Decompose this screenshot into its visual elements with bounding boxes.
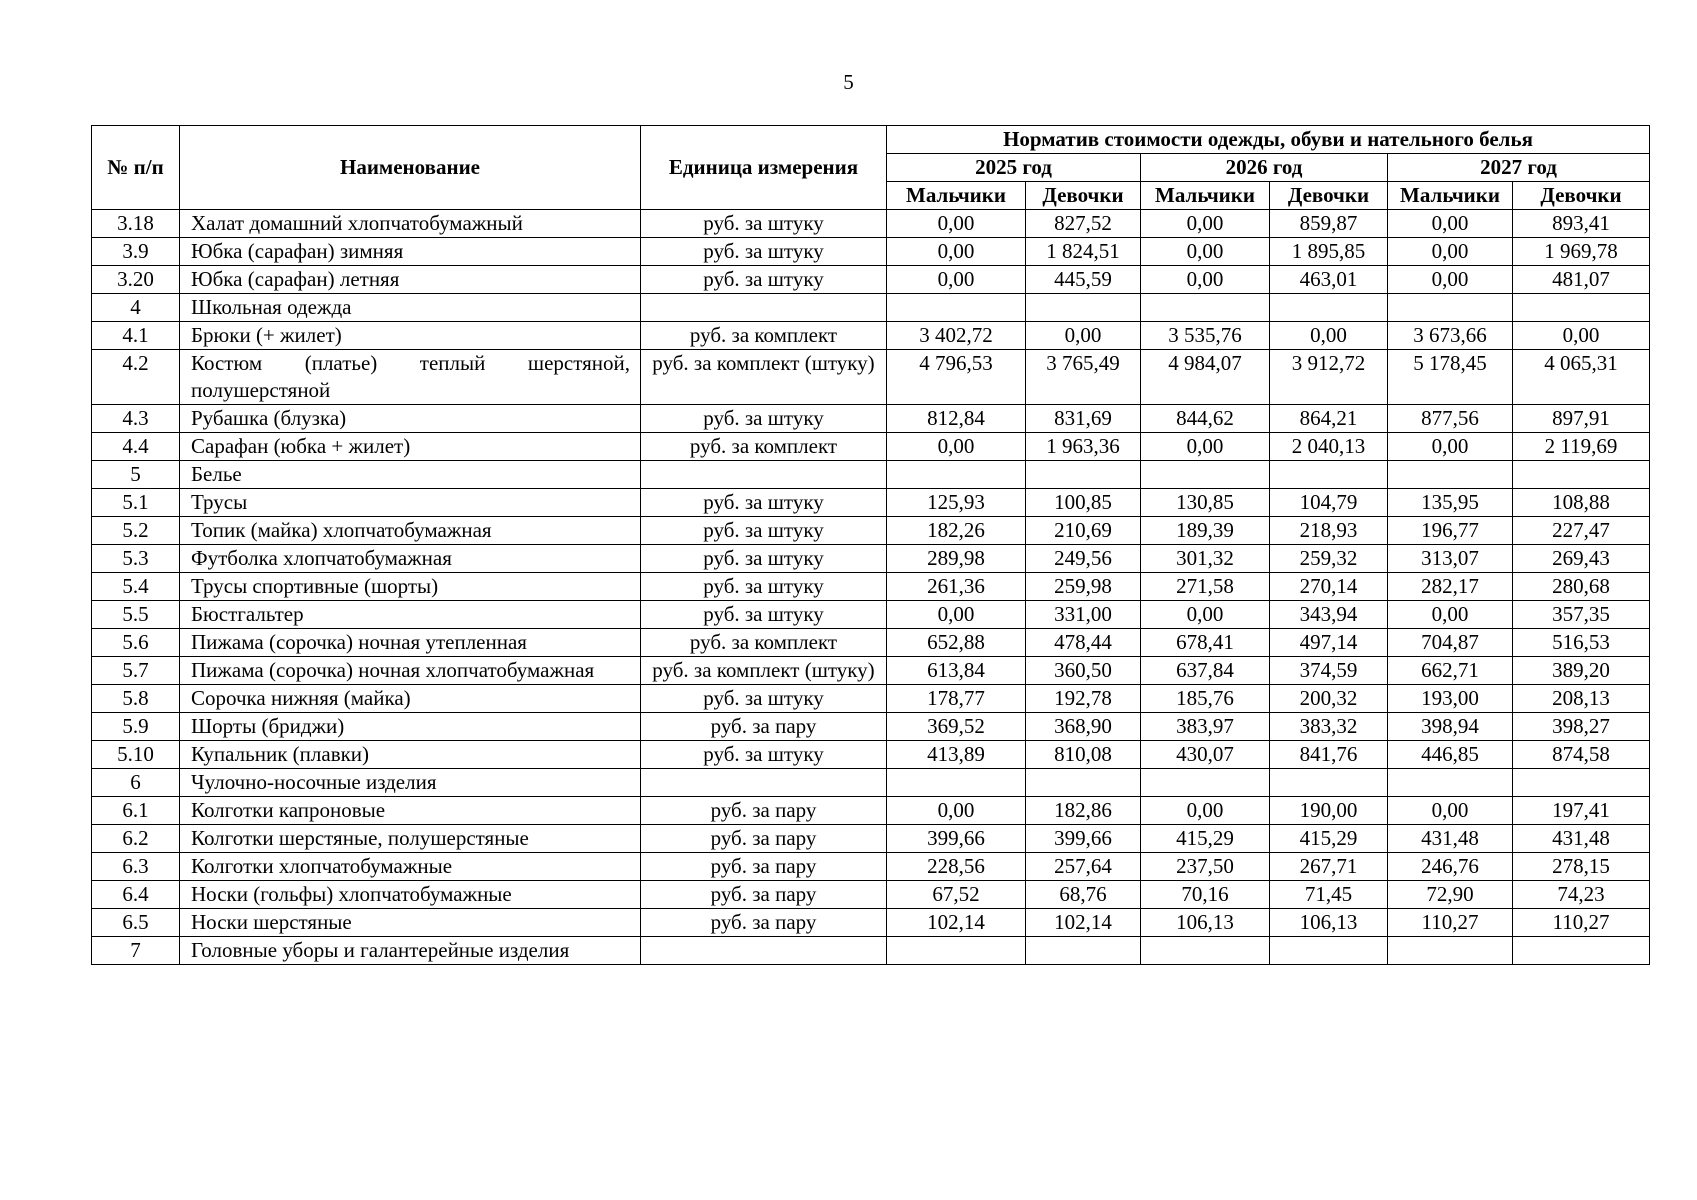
row-number: 3.18 xyxy=(92,210,180,238)
value-2027-girls: 280,68 xyxy=(1513,573,1650,601)
value-2026-girls: 497,14 xyxy=(1270,629,1388,657)
value-2025-boys: 228,56 xyxy=(887,853,1026,881)
table-row xyxy=(92,881,1650,909)
table-row xyxy=(92,769,1650,797)
value-2025-boys: 4 796,53 xyxy=(887,350,1026,405)
value-2025-boys: 3 402,72 xyxy=(887,322,1026,350)
value-2025-girls: 210,69 xyxy=(1026,517,1141,545)
value-2026-girls: 104,79 xyxy=(1270,489,1388,517)
value-2025-boys: 812,84 xyxy=(887,405,1026,433)
header-group: Норматив стоимости одежды, обуви и нательного белья xyxy=(887,126,1650,154)
header-year-2027: 2027 год xyxy=(1388,154,1650,182)
value-2027-boys: 431,48 xyxy=(1388,825,1513,853)
value-2025-girls: 192,78 xyxy=(1026,685,1141,713)
value-2025-boys: 0,00 xyxy=(887,601,1026,629)
row-number: 5.6 xyxy=(92,629,180,657)
value-2026-girls: 218,93 xyxy=(1270,517,1388,545)
item-name: Трусы спортивные (шорты) xyxy=(180,573,641,601)
value-2026-boys: 0,00 xyxy=(1141,797,1270,825)
row-number: 4.2 xyxy=(92,350,180,405)
value-2025-girls: 827,52 xyxy=(1026,210,1141,238)
value-2027-boys: 135,95 xyxy=(1388,489,1513,517)
row-number: 5.7 xyxy=(92,657,180,685)
value-2025-girls xyxy=(1026,937,1141,965)
row-number: 6.5 xyxy=(92,909,180,937)
item-name: Школьная одежда xyxy=(180,294,641,322)
value-2025-boys: 613,84 xyxy=(887,657,1026,685)
value-2025-boys: 369,52 xyxy=(887,713,1026,741)
unit-of-measure: руб. за пару xyxy=(641,881,887,909)
row-number: 5.5 xyxy=(92,601,180,629)
value-2027-boys: 5 178,45 xyxy=(1388,350,1513,405)
value-2027-girls: 389,20 xyxy=(1513,657,1650,685)
value-2025-boys: 261,36 xyxy=(887,573,1026,601)
table-row xyxy=(92,489,1650,517)
value-2026-boys: 185,76 xyxy=(1141,685,1270,713)
value-2026-boys: 637,84 xyxy=(1141,657,1270,685)
table-row xyxy=(92,210,1650,238)
value-2026-boys: 0,00 xyxy=(1141,210,1270,238)
value-2027-girls: 197,41 xyxy=(1513,797,1650,825)
value-2027-boys: 662,71 xyxy=(1388,657,1513,685)
item-name: Рубашка (блузка) xyxy=(180,405,641,433)
value-2027-girls xyxy=(1513,769,1650,797)
value-2027-girls: 227,47 xyxy=(1513,517,1650,545)
value-2027-boys: 398,94 xyxy=(1388,713,1513,741)
value-2026-girls: 190,00 xyxy=(1270,797,1388,825)
row-number: 4.4 xyxy=(92,433,180,461)
value-2027-boys: 72,90 xyxy=(1388,881,1513,909)
table-row xyxy=(92,545,1650,573)
item-name: Купальник (плавки) xyxy=(180,741,641,769)
unit-of-measure: руб. за пару xyxy=(641,797,887,825)
item-name: Трусы xyxy=(180,489,641,517)
value-2026-girls: 106,13 xyxy=(1270,909,1388,937)
value-2026-girls: 859,87 xyxy=(1270,210,1388,238)
item-name: Сорочка нижняя (майка) xyxy=(180,685,641,713)
table-row xyxy=(92,266,1650,294)
item-name: Носки шерстяные xyxy=(180,909,641,937)
item-name: Белье xyxy=(180,461,641,489)
value-2025-boys xyxy=(887,769,1026,797)
row-number: 5.10 xyxy=(92,741,180,769)
unit-of-measure: руб. за штуку xyxy=(641,545,887,573)
value-2027-girls xyxy=(1513,461,1650,489)
item-name: Юбка (сарафан) летняя xyxy=(180,266,641,294)
value-2027-boys xyxy=(1388,461,1513,489)
table-row xyxy=(92,517,1650,545)
value-2026-boys xyxy=(1141,294,1270,322)
row-number: 5.8 xyxy=(92,685,180,713)
value-2025-girls: 331,00 xyxy=(1026,601,1141,629)
value-2025-girls: 68,76 xyxy=(1026,881,1141,909)
value-2027-girls: 278,15 xyxy=(1513,853,1650,881)
value-2025-boys: 0,00 xyxy=(887,433,1026,461)
table-row xyxy=(92,405,1650,433)
value-2027-girls: 2 119,69 xyxy=(1513,433,1650,461)
value-2027-girls: 108,88 xyxy=(1513,489,1650,517)
value-2026-girls: 864,21 xyxy=(1270,405,1388,433)
value-2025-boys: 0,00 xyxy=(887,797,1026,825)
value-2026-boys: 130,85 xyxy=(1141,489,1270,517)
unit-of-measure: руб. за комплект (штуку) xyxy=(641,657,887,685)
value-2027-girls: 431,48 xyxy=(1513,825,1650,853)
value-2025-boys xyxy=(887,461,1026,489)
value-2027-girls xyxy=(1513,294,1650,322)
value-2026-boys: 3 535,76 xyxy=(1141,322,1270,350)
value-2027-boys: 282,17 xyxy=(1388,573,1513,601)
value-2027-boys: 0,00 xyxy=(1388,238,1513,266)
value-2027-boys: 446,85 xyxy=(1388,741,1513,769)
unit-of-measure: руб. за комплект xyxy=(641,433,887,461)
row-number: 5.3 xyxy=(92,545,180,573)
item-name: Носки (гольфы) хлопчатобумажные xyxy=(180,881,641,909)
row-number: 3.9 xyxy=(92,238,180,266)
value-2026-girls: 200,32 xyxy=(1270,685,1388,713)
value-2026-boys: 0,00 xyxy=(1141,238,1270,266)
value-2025-boys: 0,00 xyxy=(887,210,1026,238)
unit-of-measure: руб. за штуку xyxy=(641,517,887,545)
unit-of-measure: руб. за штуку xyxy=(641,238,887,266)
table-body xyxy=(92,210,1650,965)
value-2025-girls: 102,14 xyxy=(1026,909,1141,937)
value-2027-boys: 0,00 xyxy=(1388,266,1513,294)
value-2027-boys: 196,77 xyxy=(1388,517,1513,545)
value-2026-boys: 70,16 xyxy=(1141,881,1270,909)
unit-of-measure: руб. за штуку xyxy=(641,405,887,433)
table-row xyxy=(92,937,1650,965)
value-2026-boys: 106,13 xyxy=(1141,909,1270,937)
value-2027-boys xyxy=(1388,294,1513,322)
value-2027-girls: 4 065,31 xyxy=(1513,350,1650,405)
value-2026-boys: 301,32 xyxy=(1141,545,1270,573)
value-2025-girls: 182,86 xyxy=(1026,797,1141,825)
value-2026-girls xyxy=(1270,769,1388,797)
value-2025-girls xyxy=(1026,461,1141,489)
table-row xyxy=(92,573,1650,601)
row-number: 4.1 xyxy=(92,322,180,350)
value-2027-boys: 3 673,66 xyxy=(1388,322,1513,350)
unit-of-measure: руб. за штуку xyxy=(641,489,887,517)
value-2026-boys: 0,00 xyxy=(1141,433,1270,461)
header-year-2026: 2026 год xyxy=(1141,154,1388,182)
value-2027-boys: 0,00 xyxy=(1388,210,1513,238)
value-2026-girls: 383,32 xyxy=(1270,713,1388,741)
unit-of-measure: руб. за штуку xyxy=(641,741,887,769)
value-2026-girls: 841,76 xyxy=(1270,741,1388,769)
table-row xyxy=(92,294,1650,322)
value-2026-boys: 271,58 xyxy=(1141,573,1270,601)
value-2026-girls: 463,01 xyxy=(1270,266,1388,294)
value-2025-boys: 413,89 xyxy=(887,741,1026,769)
row-number: 5 xyxy=(92,461,180,489)
table-row xyxy=(92,741,1650,769)
unit-of-measure: руб. за штуку xyxy=(641,685,887,713)
value-2025-boys: 125,93 xyxy=(887,489,1026,517)
value-2026-girls xyxy=(1270,461,1388,489)
value-2026-girls xyxy=(1270,294,1388,322)
value-2025-boys: 102,14 xyxy=(887,909,1026,937)
value-2026-boys xyxy=(1141,769,1270,797)
value-2025-boys: 0,00 xyxy=(887,238,1026,266)
value-2027-boys: 704,87 xyxy=(1388,629,1513,657)
item-name: Топик (майка) хлопчатобумажная xyxy=(180,517,641,545)
header-name: Наименование xyxy=(180,126,641,210)
table-row xyxy=(92,238,1650,266)
value-2025-boys: 289,98 xyxy=(887,545,1026,573)
header-girls: Девочки xyxy=(1270,182,1388,210)
value-2025-girls: 249,56 xyxy=(1026,545,1141,573)
value-2026-girls: 71,45 xyxy=(1270,881,1388,909)
value-2025-girls: 445,59 xyxy=(1026,266,1141,294)
table-row xyxy=(92,685,1650,713)
value-2025-boys: 652,88 xyxy=(887,629,1026,657)
header-year-2025: 2025 год xyxy=(887,154,1141,182)
row-number: 6.1 xyxy=(92,797,180,825)
item-name: Чулочно-носочные изделия xyxy=(180,769,641,797)
item-name: Юбка (сарафан) зимняя xyxy=(180,238,641,266)
value-2025-girls xyxy=(1026,769,1141,797)
value-2027-girls: 110,27 xyxy=(1513,909,1650,937)
item-name: Шорты (бриджи) xyxy=(180,713,641,741)
value-2026-boys: 415,29 xyxy=(1141,825,1270,853)
row-number: 5.4 xyxy=(92,573,180,601)
row-number: 6.3 xyxy=(92,853,180,881)
row-number: 6.4 xyxy=(92,881,180,909)
value-2026-boys: 844,62 xyxy=(1141,405,1270,433)
table-row xyxy=(92,350,1650,405)
value-2026-girls: 343,94 xyxy=(1270,601,1388,629)
value-2027-boys: 193,00 xyxy=(1388,685,1513,713)
value-2027-boys: 0,00 xyxy=(1388,601,1513,629)
value-2025-girls: 259,98 xyxy=(1026,573,1141,601)
value-2026-boys: 0,00 xyxy=(1141,601,1270,629)
value-2025-girls: 810,08 xyxy=(1026,741,1141,769)
value-2026-boys xyxy=(1141,461,1270,489)
value-2025-girls: 1 824,51 xyxy=(1026,238,1141,266)
header-boys: Мальчики xyxy=(1388,182,1513,210)
value-2027-girls: 874,58 xyxy=(1513,741,1650,769)
table-row xyxy=(92,797,1650,825)
value-2027-girls xyxy=(1513,937,1650,965)
value-2026-boys: 237,50 xyxy=(1141,853,1270,881)
item-name: Пижама (сорочка) ночная утепленная xyxy=(180,629,641,657)
value-2026-boys: 189,39 xyxy=(1141,517,1270,545)
value-2025-girls: 399,66 xyxy=(1026,825,1141,853)
unit-of-measure: руб. за комплект (штуку) xyxy=(641,350,887,405)
value-2026-girls: 415,29 xyxy=(1270,825,1388,853)
unit-of-measure: руб. за комплект xyxy=(641,322,887,350)
value-2026-girls: 2 040,13 xyxy=(1270,433,1388,461)
value-2026-boys: 678,41 xyxy=(1141,629,1270,657)
value-2027-girls: 208,13 xyxy=(1513,685,1650,713)
row-number: 4.3 xyxy=(92,405,180,433)
value-2027-girls: 897,91 xyxy=(1513,405,1650,433)
value-2027-boys xyxy=(1388,937,1513,965)
unit-of-measure: руб. за пару xyxy=(641,909,887,937)
table-row xyxy=(92,713,1650,741)
value-2027-boys: 0,00 xyxy=(1388,797,1513,825)
value-2027-boys: 110,27 xyxy=(1388,909,1513,937)
header-unit: Единица измерения xyxy=(641,126,887,210)
table-row xyxy=(92,657,1650,685)
value-2025-girls: 360,50 xyxy=(1026,657,1141,685)
item-name: Колготки шерстяные, полушерстяные xyxy=(180,825,641,853)
unit-of-measure: руб. за пару xyxy=(641,825,887,853)
item-name: Бюстгальтер xyxy=(180,601,641,629)
item-name: Футболка хлопчатобумажная xyxy=(180,545,641,573)
value-2025-boys xyxy=(887,937,1026,965)
value-2026-boys: 4 984,07 xyxy=(1141,350,1270,405)
value-2027-girls: 398,27 xyxy=(1513,713,1650,741)
value-2026-girls: 267,71 xyxy=(1270,853,1388,881)
value-2027-girls: 74,23 xyxy=(1513,881,1650,909)
unit-of-measure xyxy=(641,461,887,489)
value-2025-girls: 831,69 xyxy=(1026,405,1141,433)
item-name: Костюм (платье) теплый шерстяной, полушерстяной xyxy=(180,350,641,405)
value-2025-boys: 67,52 xyxy=(887,881,1026,909)
unit-of-measure: руб. за штуку xyxy=(641,210,887,238)
value-2026-girls: 0,00 xyxy=(1270,322,1388,350)
row-number: 4 xyxy=(92,294,180,322)
unit-of-measure xyxy=(641,769,887,797)
value-2025-girls: 3 765,49 xyxy=(1026,350,1141,405)
value-2025-girls: 257,64 xyxy=(1026,853,1141,881)
unit-of-measure: руб. за штуку xyxy=(641,601,887,629)
item-name: Пижама (сорочка) ночная хлопчатобумажная xyxy=(180,657,641,685)
value-2027-boys: 877,56 xyxy=(1388,405,1513,433)
unit-of-measure: руб. за пару xyxy=(641,713,887,741)
page-number: 5 xyxy=(843,70,854,94)
row-number: 5.9 xyxy=(92,713,180,741)
item-name: Колготки хлопчатобумажные xyxy=(180,853,641,881)
value-2025-girls: 0,00 xyxy=(1026,322,1141,350)
table-row xyxy=(92,909,1650,937)
value-2027-girls: 1 969,78 xyxy=(1513,238,1650,266)
value-2025-girls: 478,44 xyxy=(1026,629,1141,657)
value-2026-girls: 1 895,85 xyxy=(1270,238,1388,266)
unit-of-measure xyxy=(641,294,887,322)
table-row xyxy=(92,629,1650,657)
row-number: 6.2 xyxy=(92,825,180,853)
value-2025-girls xyxy=(1026,294,1141,322)
item-name: Колготки капроновые xyxy=(180,797,641,825)
table-row xyxy=(92,461,1650,489)
item-name: Головные уборы и галантерейные изделия xyxy=(180,937,641,965)
table-row xyxy=(92,322,1650,350)
item-name: Халат домашний хлопчатобумажный xyxy=(180,210,641,238)
item-name: Сарафан (юбка + жилет) xyxy=(180,433,641,461)
value-2026-boys: 0,00 xyxy=(1141,266,1270,294)
header-boys: Мальчики xyxy=(1141,182,1270,210)
value-2026-girls: 374,59 xyxy=(1270,657,1388,685)
value-2027-girls: 357,35 xyxy=(1513,601,1650,629)
value-2026-boys: 430,07 xyxy=(1141,741,1270,769)
value-2026-boys: 383,97 xyxy=(1141,713,1270,741)
table-row xyxy=(92,825,1650,853)
value-2026-girls: 270,14 xyxy=(1270,573,1388,601)
header-girls: Девочки xyxy=(1513,182,1650,210)
value-2027-girls: 0,00 xyxy=(1513,322,1650,350)
table-row xyxy=(92,601,1650,629)
unit-of-measure xyxy=(641,937,887,965)
value-2025-boys: 399,66 xyxy=(887,825,1026,853)
row-number: 6 xyxy=(92,769,180,797)
value-2027-boys: 0,00 xyxy=(1388,433,1513,461)
value-2027-girls: 269,43 xyxy=(1513,545,1650,573)
value-2026-girls xyxy=(1270,937,1388,965)
value-2027-girls: 481,07 xyxy=(1513,266,1650,294)
value-2025-boys: 0,00 xyxy=(887,266,1026,294)
row-number: 7 xyxy=(92,937,180,965)
value-2027-boys xyxy=(1388,769,1513,797)
header-girls: Девочки xyxy=(1026,182,1141,210)
unit-of-measure: руб. за комплект xyxy=(641,629,887,657)
item-name: Брюки (+ жилет) xyxy=(180,322,641,350)
cost-norms-table xyxy=(91,125,1650,965)
value-2025-girls: 100,85 xyxy=(1026,489,1141,517)
value-2026-girls: 259,32 xyxy=(1270,545,1388,573)
value-2025-boys: 178,77 xyxy=(887,685,1026,713)
unit-of-measure: руб. за штуку xyxy=(641,266,887,294)
row-number: 5.1 xyxy=(92,489,180,517)
unit-of-measure: руб. за пару xyxy=(641,853,887,881)
header-boys: Мальчики xyxy=(887,182,1026,210)
unit-of-measure: руб. за штуку xyxy=(641,573,887,601)
table-row xyxy=(92,853,1650,881)
value-2027-boys: 246,76 xyxy=(1388,853,1513,881)
value-2027-boys: 313,07 xyxy=(1388,545,1513,573)
value-2025-boys xyxy=(887,294,1026,322)
value-2027-girls: 516,53 xyxy=(1513,629,1650,657)
value-2026-girls: 3 912,72 xyxy=(1270,350,1388,405)
table-row xyxy=(92,433,1650,461)
value-2026-boys xyxy=(1141,937,1270,965)
value-2025-boys: 182,26 xyxy=(887,517,1026,545)
row-number: 5.2 xyxy=(92,517,180,545)
row-number: 3.20 xyxy=(92,266,180,294)
value-2027-girls: 893,41 xyxy=(1513,210,1650,238)
value-2025-girls: 368,90 xyxy=(1026,713,1141,741)
header-num: № п/п xyxy=(92,126,180,210)
value-2025-girls: 1 963,36 xyxy=(1026,433,1141,461)
